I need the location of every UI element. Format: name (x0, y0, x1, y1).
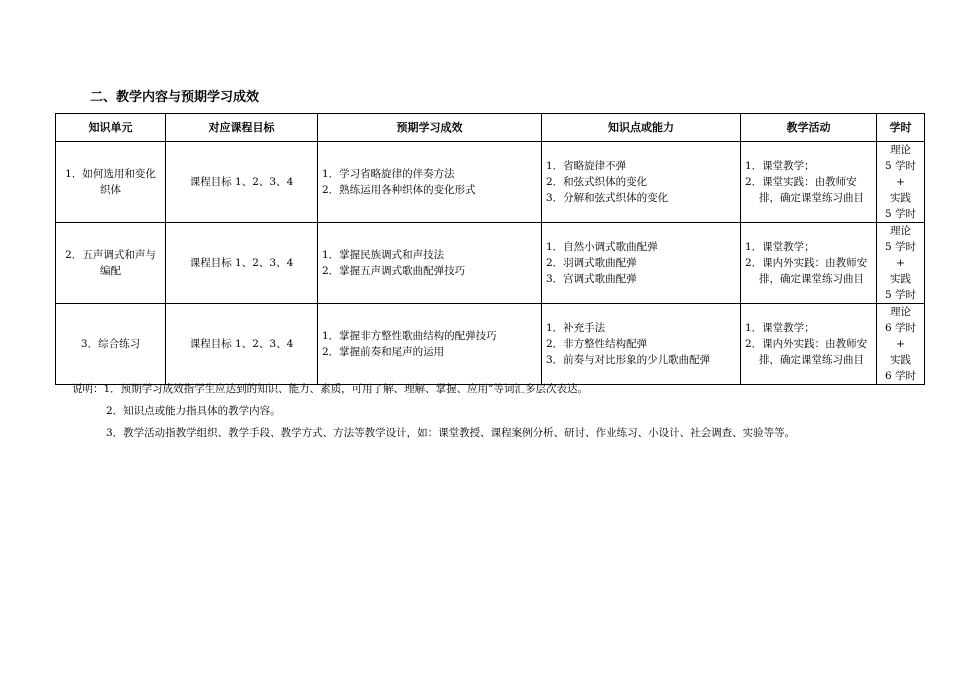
note-line: 2．知识点或能力指具体的教学内容。 (106, 405, 281, 417)
outcome-item: 1．掌握民族调式和声技法 (322, 249, 445, 261)
hours-line: 5 学时 (884, 241, 917, 253)
hours-line: 6 学时 (884, 322, 917, 334)
activity-item: 1．课堂教学； (745, 160, 815, 172)
cell-knowledge (542, 223, 741, 304)
knowledge-item: 2．羽调式歌曲配弹 (546, 257, 637, 269)
cell-outcomes (318, 304, 542, 385)
outcome-item: 2．熟练运用各种织体的变化形式 (322, 184, 476, 196)
activity-item: 1．课堂教学； (745, 241, 815, 253)
cell-goal: 课程目标 1、2、3、4 (166, 223, 318, 304)
hours-line: 理论 (890, 306, 911, 318)
hours-line: 5 学时 (884, 289, 917, 301)
cell-knowledge (542, 304, 741, 385)
hours-line: 实践 (890, 192, 911, 204)
activity-item: 1．课堂教学； (745, 322, 815, 334)
outcome-item: 1．掌握非方整性歌曲结构的配弹技巧 (322, 330, 497, 342)
cell-unit: 2．五声调式和声与编配 (56, 223, 166, 304)
header-course-goal: 对应课程目标 (166, 114, 318, 142)
header-knowledge-unit: 知识单元 (56, 114, 166, 142)
knowledge-item: 2．非方整性结构配弹 (546, 338, 648, 350)
knowledge-item: 3．分解和弦式织体的变化 (546, 192, 669, 204)
hours-line: 实践 (890, 354, 911, 366)
section-title: 二、教学内容与预期学习成效 (90, 90, 260, 105)
knowledge-item: 2．和弦式织体的变化 (546, 176, 648, 188)
activity-item: 2．课内外实践：由教师安排，确定课堂练习曲目 (745, 338, 868, 366)
header-hours: 学时 (877, 114, 925, 142)
cell-activities (741, 223, 877, 304)
cell-unit: 1．如何选用和变化织体 (56, 142, 166, 223)
activity-item: 2．课堂实践：由教师安排，确定课堂练习曲目 (745, 176, 864, 204)
outcome-item: 1．学习省略旋律的伴奏方法 (322, 168, 455, 180)
cell-outcomes (318, 142, 542, 223)
hours-line: 理论 (890, 225, 911, 237)
header-expected-outcome: 预期学习成效 (318, 114, 542, 142)
cell-hours (877, 223, 925, 304)
cell-unit: 3．综合练习 (56, 304, 166, 385)
hours-line: 6 学时 (884, 370, 917, 382)
note-line: 说明：1．预期学习成效指学生应达到的知识、能力、素质，可用了解、理解、掌握、应用”等词汇多层次表达。 (72, 383, 589, 395)
hours-line: + (896, 257, 905, 269)
knowledge-item: 1．自然小调式歌曲配弹 (546, 241, 658, 253)
table-row (56, 142, 925, 223)
table-row (56, 223, 925, 304)
notes (72, 378, 795, 444)
cell-goal: 课程目标 1、2、3、4 (166, 142, 318, 223)
knowledge-item: 1．补充手法 (546, 322, 606, 334)
knowledge-item: 1．省略旋律不弹 (546, 160, 627, 172)
course-content-table (55, 113, 925, 385)
table-row (56, 304, 925, 385)
hours-line: 5 学时 (884, 208, 917, 220)
activity-item: 2．课内外实践：由教师安排，确定课堂练习曲目 (745, 257, 868, 285)
cell-hours (877, 304, 925, 385)
table-header-row (56, 114, 925, 142)
cell-activities (741, 304, 877, 385)
cell-activities (741, 142, 877, 223)
hours-line: + (896, 176, 905, 188)
header-teaching-activity: 教学活动 (741, 114, 877, 142)
cell-knowledge (542, 142, 741, 223)
cell-outcomes (318, 223, 542, 304)
hours-line: 5 学时 (884, 160, 917, 172)
hours-line: + (896, 338, 905, 350)
knowledge-item: 3．宫调式歌曲配弹 (546, 273, 637, 285)
hours-line: 理论 (890, 144, 911, 156)
knowledge-item: 3．前奏与对比形象的少儿歌曲配弹 (546, 354, 711, 366)
outcome-item: 2．掌握五声调式歌曲配弹技巧 (322, 265, 466, 277)
header-knowledge-point: 知识点或能力 (542, 114, 741, 142)
note-line: 3．教学活动指教学组织、教学手段、教学方式、方法等教学设计，如：课堂教授、课程案例分析、研讨、作业练习、小设计、社会调查、实验等等。 (106, 427, 796, 439)
cell-hours (877, 142, 925, 223)
outcome-item: 2．掌握前奏和尾声的运用 (322, 346, 445, 358)
hours-line: 实践 (890, 273, 911, 285)
cell-goal: 课程目标 1、2、3、4 (166, 304, 318, 385)
